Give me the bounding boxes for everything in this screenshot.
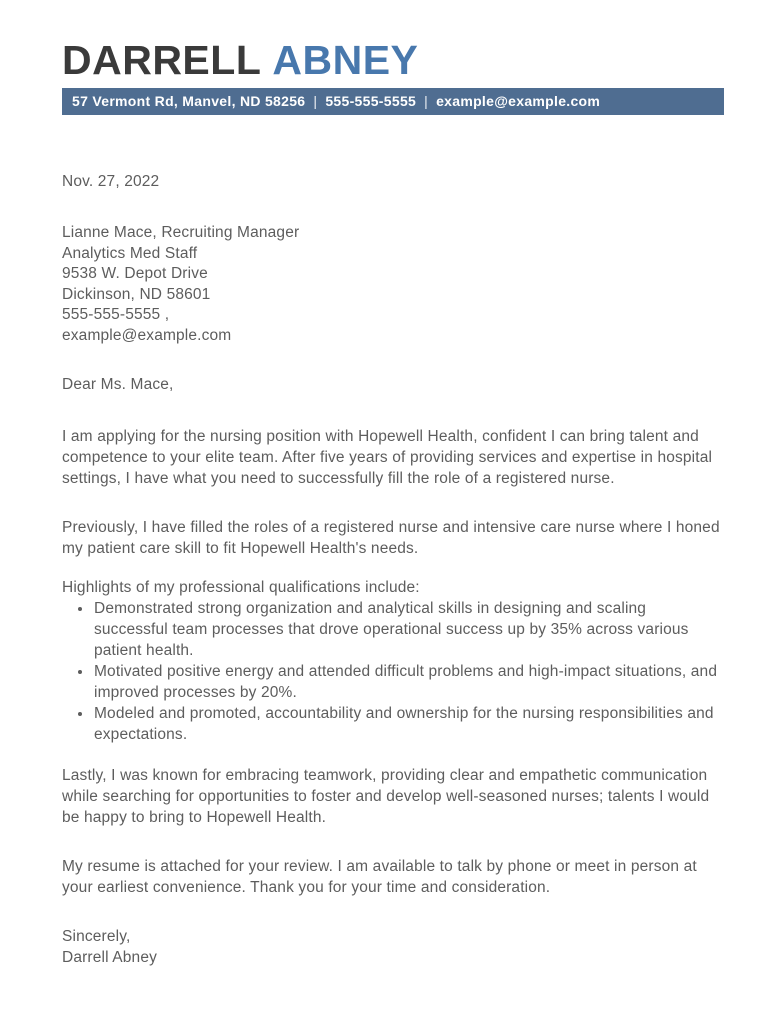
paragraph-teamwork: Lastly, I was known for embracing teamwork, providing clear and empathetic communication while searching for opportunities to foster and develop well-seasoned nurses; talents I would be happy to bring to Hopewell Health. <box>62 767 710 826</box>
contact-address: 57 Vermont Rd, Manvel, ND 58256 <box>72 93 306 109</box>
recipient-phone: 555-555-5555 , <box>62 306 170 323</box>
highlights-intro: Highlights of my professional qualifications include: <box>62 579 420 596</box>
paragraph-application: I am applying for the nursing position with Hopewell Health, confident I can bring talent and competence to your elite team. After five years of providing services and expertise in hospital settings, I have what you need to successfully fill the role of a registered nurse. <box>62 428 713 487</box>
candidate-name <box>62 37 724 83</box>
highlight-item-motivation: • Motivated positive energy and attended difficult problems and high-impact situations, and improved processes by 20%. <box>93 661 724 703</box>
recipient-company: Analytics Med Staff <box>62 244 198 262</box>
signature-block <box>62 926 724 968</box>
contact-bar <box>62 88 724 115</box>
recipient-name-title: Lianne Mace, Recruiting Manager <box>62 224 300 241</box>
contact-separator: | <box>313 93 318 109</box>
highlight-item-organization: • Demonstrated strong organization and analytical skills in designing and scaling successful team processes that drove operational success up by 35% across various patient health. <box>93 598 724 661</box>
letter-header <box>62 37 724 115</box>
highlight-item-accountability: • Modeled and promoted, accountability and ownership for the nursing responsibilities and expectations. <box>93 703 724 745</box>
signature-name: Darrell Abney <box>62 949 157 966</box>
candidate-last-name: ABNEY <box>272 37 419 83</box>
contact-separator: | <box>424 93 429 109</box>
candidate-first-name: DARRELL <box>62 37 262 83</box>
recipient-email: example@example.com <box>62 326 232 344</box>
signoff: Sincerely, <box>62 928 131 945</box>
highlights-list <box>62 598 724 745</box>
recipient-street: 9538 W. Depot Drive <box>62 265 208 282</box>
recipient-city-state-zip: Dickinson, ND 58601 <box>62 285 211 303</box>
greeting: Dear Ms. Mace, <box>62 376 174 393</box>
contact-phone: 555-555-5555 <box>325 93 417 109</box>
paragraph-experience: Previously, I have filled the roles of a registered nurse and intensive care nurse where I honed my patient care skill to fit Hopewell Health's needs. <box>62 519 720 557</box>
contact-email: example@example.com <box>436 93 601 109</box>
letter-date: Nov. 27, 2022 <box>62 173 160 190</box>
paragraph-closing: My resume is attached for your review. I am available to talk by phone or meet in person at your earliest convenience. Thank you for your time and consideration. <box>62 858 697 896</box>
letter-body <box>62 171 724 968</box>
recipient-block <box>62 223 724 346</box>
